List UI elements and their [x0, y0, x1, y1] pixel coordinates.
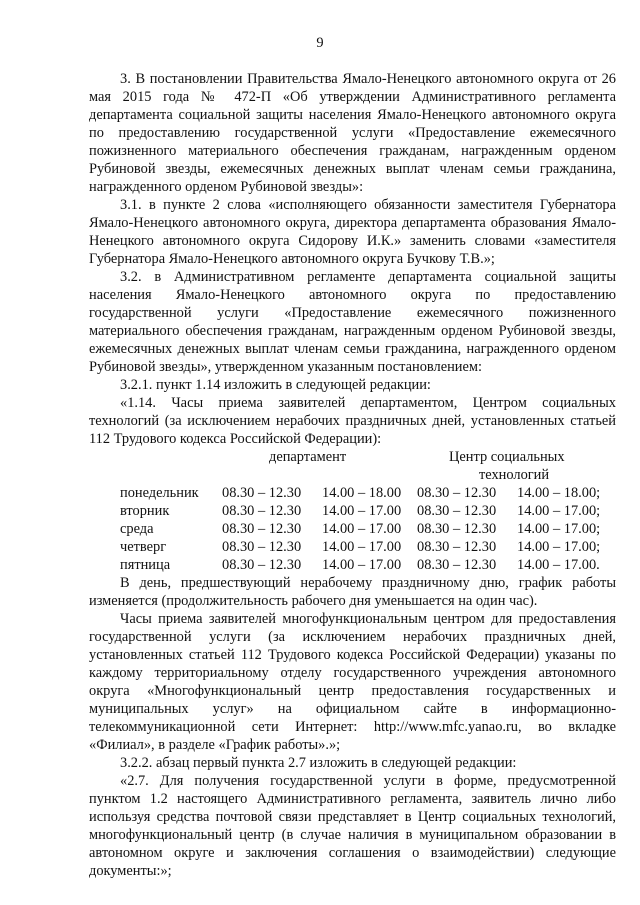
- page-number: 9: [316, 35, 324, 51]
- schedule-dept-afternoon: 14.00 – 18.00: [322, 485, 402, 501]
- paragraph-3-2-2: 3.2.2. абзац первый пункта 2.7 изложить в следующей редакции:: [120, 755, 517, 771]
- schedule-dept-morning: 08.30 – 12.30: [222, 503, 302, 519]
- schedule-center-morning: 08.30 – 12.30: [417, 503, 497, 519]
- paragraph-1-14: «1.14. Часы приема заявителей департаментом, Центром социальных технологий (за исключением нерабочих праздничных дней, установленных статьей 112 Трудового кодекса Российской Федерации):: [89, 395, 616, 447]
- schedule-center-morning: 08.30 – 12.30: [417, 557, 497, 573]
- schedule-row: [89, 520, 616, 538]
- schedule-center-afternoon: 14.00 – 17.00;: [517, 521, 601, 537]
- paragraph-preholiday: В день, предшествующий нерабочему праздничному дню, график работы изменяется (продолжительность рабочего дня уменьшается на один час).: [89, 575, 616, 609]
- schedule-dept-afternoon: 14.00 – 17.00: [322, 557, 402, 573]
- schedule-dept-afternoon: 14.00 – 17.00: [322, 503, 402, 519]
- schedule-center-morning: 08.30 – 12.30: [417, 485, 497, 501]
- schedule-row: [89, 484, 616, 502]
- schedule-dept-morning: 08.30 – 12.30: [222, 521, 302, 537]
- schedule-row: [89, 556, 616, 574]
- schedule-day: среда: [120, 521, 154, 537]
- schedule-center-morning: 08.30 – 12.30: [417, 539, 497, 555]
- schedule-center-morning: 08.30 – 12.30: [417, 521, 497, 537]
- schedule-center-afternoon: 14.00 – 17.00;: [517, 539, 601, 555]
- paragraph-2-7: «2.7. Для получения государственной услуги в форме, предусмотренной пунктом 1.2 настоящего Административного регламента, заявитель лично либо используя средства почтовой связи представляет в Центр социальных технологий, многофункциональный центр (в случае наличия в муниципальном образовании в автономном округе и заключения соглашения о взаимодействии) следующие документы:»;: [89, 773, 616, 879]
- paragraph-3-1: 3.1. в пункте 2 слова «исполняющего обязанности заместителя Губернатора Ямало-Ненецкого автономного округа, директора департамента образования Ямало-Ненецкого автономного округа Сидорову И.К.» заменить словами «заместителя Губернатора Ямало-Ненецкого автономного округа Бучкову Т.В.»;: [89, 197, 616, 267]
- schedule-header-center-2: технологий: [479, 467, 550, 483]
- schedule-row: [89, 538, 616, 556]
- schedule-dept-morning: 08.30 – 12.30: [222, 557, 302, 573]
- paragraph-3: 3. В постановлении Правительства Ямало-Ненецкого автономного округа от 26 мая 2015 года № 472-П «Об утверждении Административного регламента департамента социальной защиты населения Ямало-Ненецкого автономного округа по предоставлению государственной услуги «Предоставление ежемесячного пожизненного материального обеспечения гражданам, награжденным орденом Рубиновой звезды, ежемесячных денежных выплат членам семьи гражданина, награжденного орденом Рубиновой звезды»:: [89, 71, 616, 195]
- schedule-dept-afternoon: 14.00 – 17.00: [322, 521, 402, 537]
- schedule-dept-afternoon: 14.00 – 17.00: [322, 539, 402, 555]
- schedule-header-department: департамент: [269, 449, 347, 465]
- schedule-row: [89, 502, 616, 520]
- paragraph-mfc-hours: Часы приема заявителей многофункциональным центром для предоставления государственной услуги (за исключением нерабочих праздничных дней, установленных статьей 112 Трудового кодекса Российской Федерации) указаны по каждому территориальному отделу государственного учреждения автономного округа «Многофункциональный центр предоставления государственных и муниципальных услуг» на официальном сайте в информационно-телекоммуникационной сети Интернет: http://www.mfc.yanao.ru, во вкладке «Филиал», в разделе «График работы».»;: [89, 611, 616, 753]
- document-body: [89, 70, 616, 880]
- schedule-day: четверг: [120, 539, 167, 555]
- schedule-dept-morning: 08.30 – 12.30: [222, 539, 302, 555]
- schedule-day: понедельник: [120, 485, 199, 501]
- reception-schedule: [89, 448, 616, 574]
- schedule-day: вторник: [120, 503, 170, 519]
- schedule-header-center: Центр социальных: [449, 449, 565, 465]
- paragraph-3-2: 3.2. в Административном регламенте департамента социальной защиты населения Ямало-Ненецкого автономного округа по предоставлению государственной услуги «Предоставление ежемесячного пожизненного материального обеспечения гражданам, награжденным орденом Рубиновой звезды, ежемесячных денежных выплат членам семьи гражданина, награжденного орденом Рубиновой звезды», утвержденном указанным постановлением:: [89, 269, 616, 375]
- schedule-dept-morning: 08.30 – 12.30: [222, 485, 302, 501]
- schedule-center-afternoon: 14.00 – 17.00;: [517, 503, 601, 519]
- schedule-center-afternoon: 14.00 – 18.00;: [517, 485, 601, 501]
- schedule-day: пятница: [120, 557, 171, 573]
- paragraph-3-2-1: 3.2.1. пункт 1.14 изложить в следующей редакции:: [120, 377, 431, 393]
- schedule-center-afternoon: 14.00 – 17.00.: [517, 557, 600, 573]
